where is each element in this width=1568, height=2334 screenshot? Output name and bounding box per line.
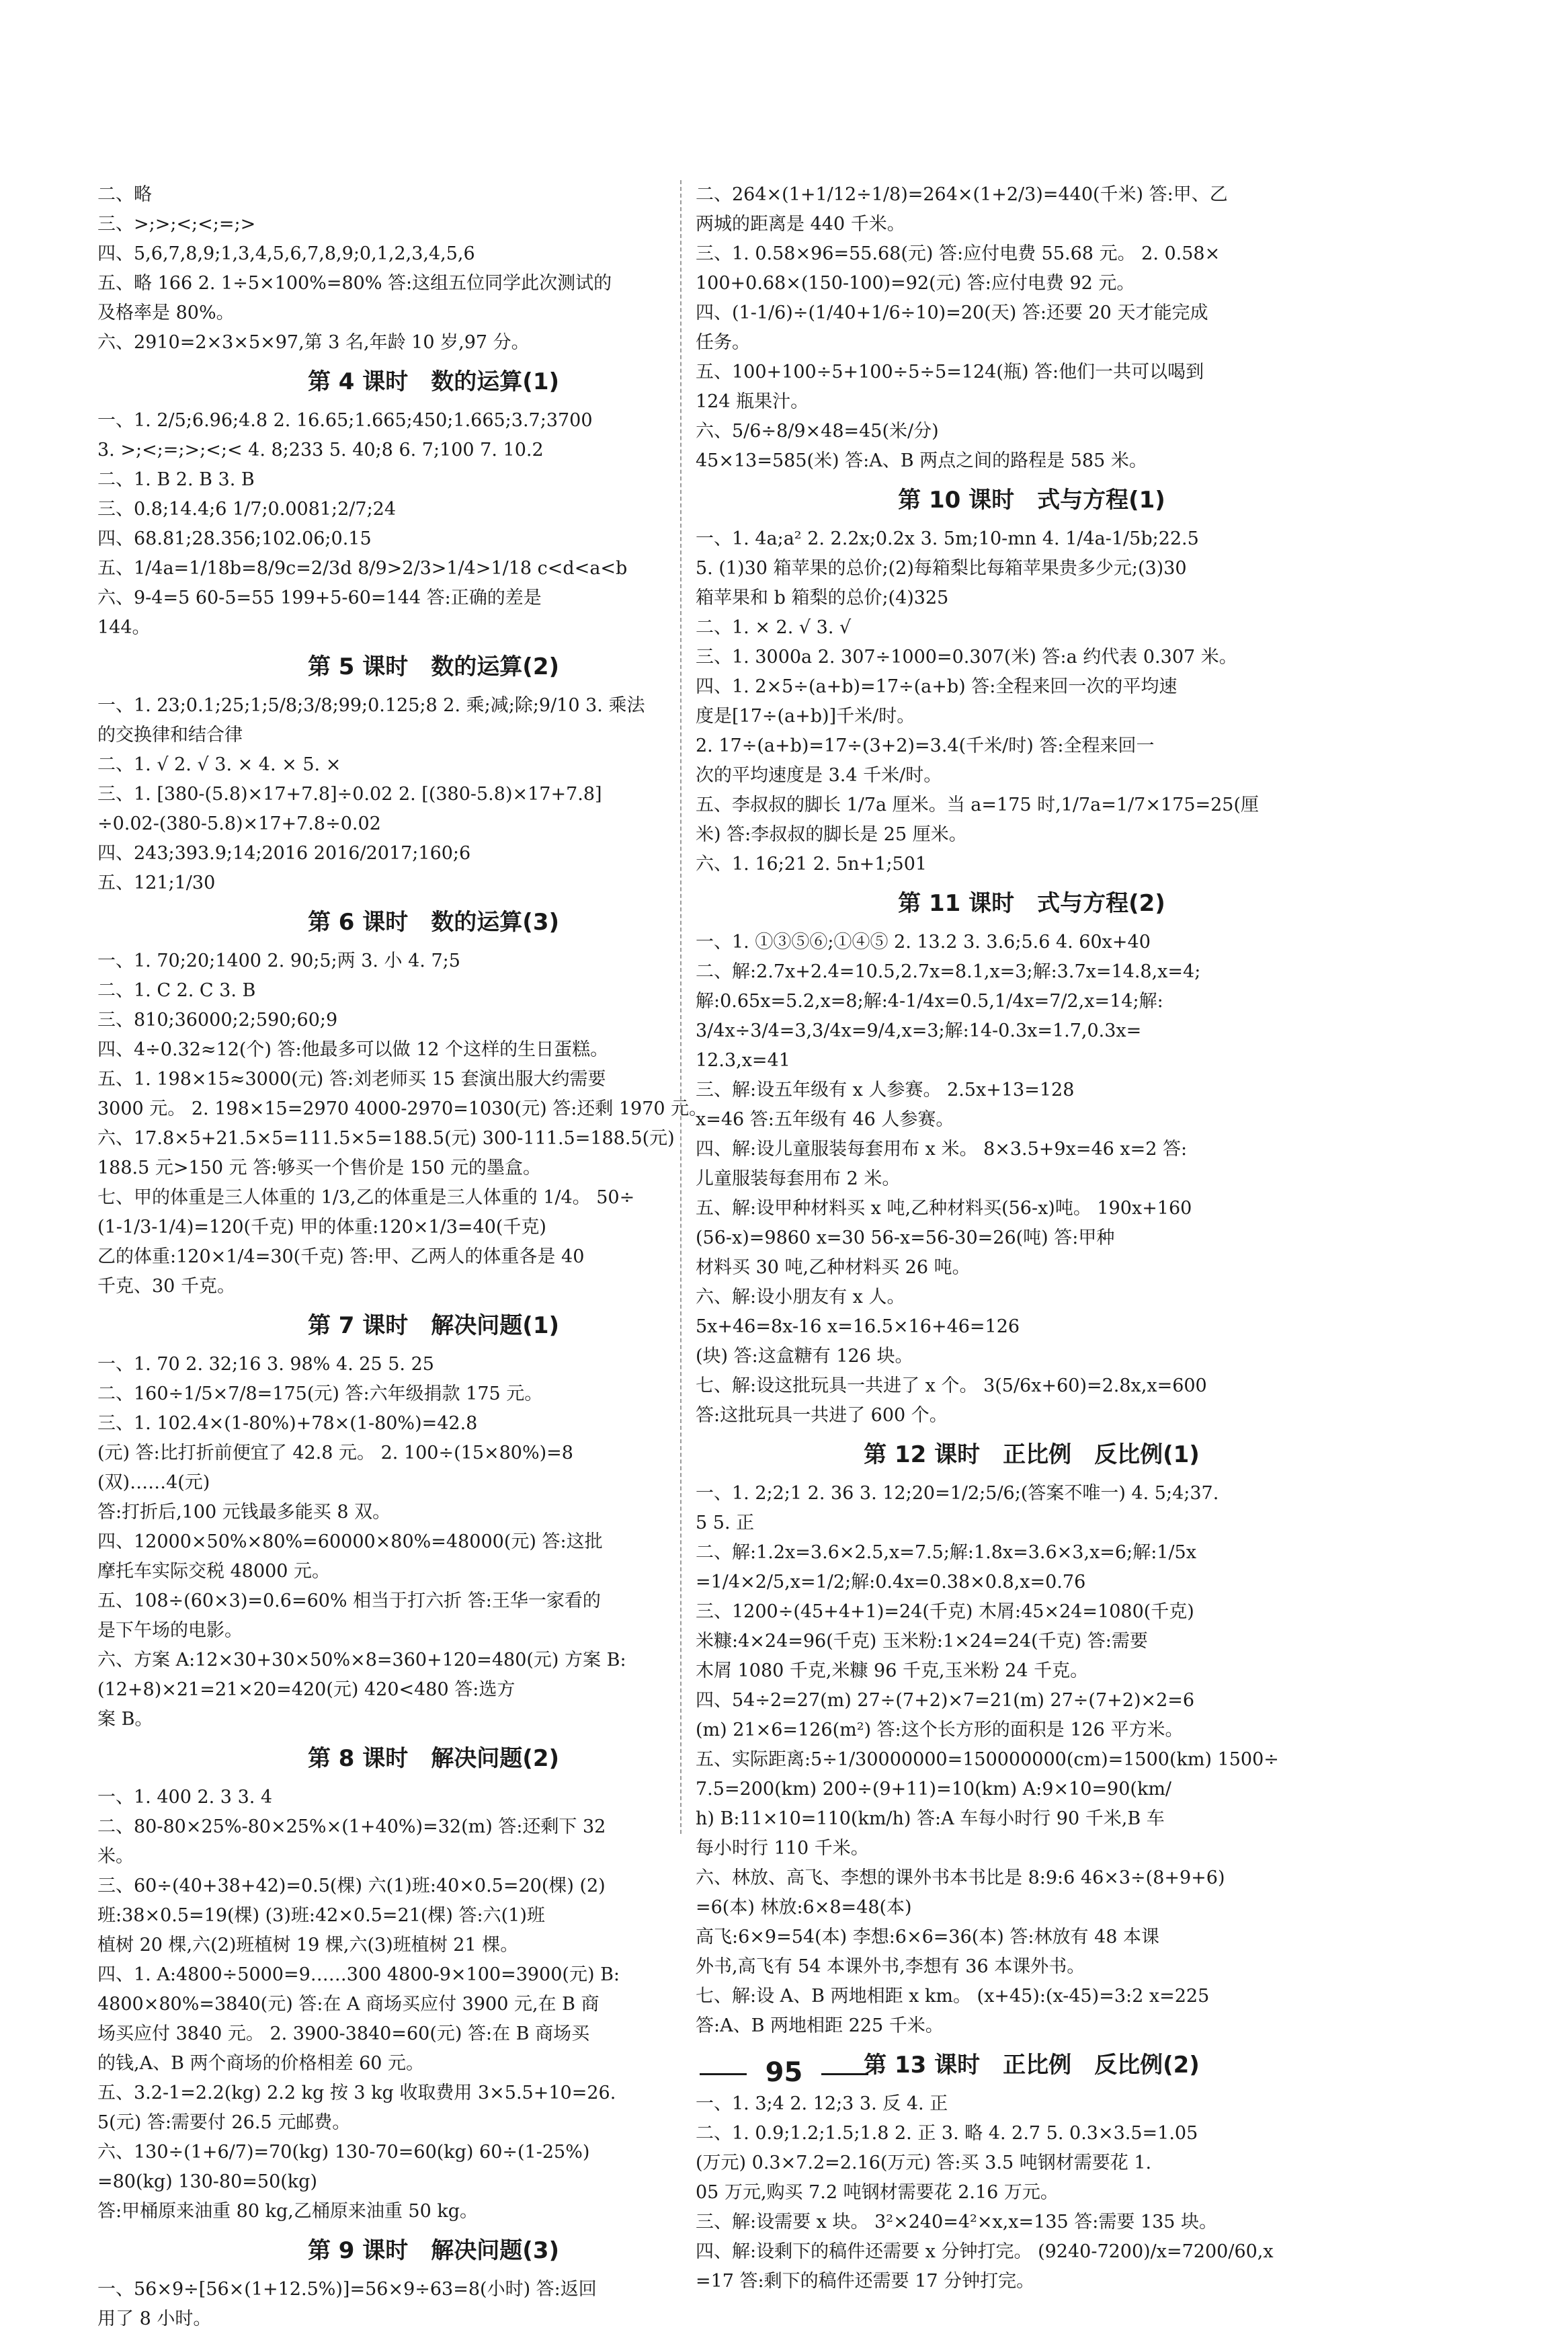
answer-line: 班:38×0.5=19(棵) (3)班:42×0.5=21(棵) 答:六(1)班 — [97, 1905, 545, 1926]
answer-line: 高飞:6×9=54(本) 李想:6×6=36(本) 答:林放有 48 本课 — [696, 1927, 1160, 1947]
section-heading: 第 11 课时 式与方程(2) — [898, 890, 1165, 917]
answer-line: 四、解:设儿童服装每套用布 x 米。 8×3.5+9x=46 x=2 答: — [696, 1139, 1188, 1160]
page-number-dash-right — [821, 2073, 868, 2075]
answer-line: 五、解:设甲种材料买 x 吨,乙种材料买(56-x)吨。 190x+160 — [696, 1198, 1192, 1219]
answer-line: 05 万元,购买 7.2 吨钢材需要花 2.16 万元。 — [696, 2182, 1059, 2203]
answer-line: 7.5=200(km) 200÷(9+11)=10(km) A:9×10=90(km/ — [696, 1779, 1172, 1800]
answer-line: 二、1. √ 2. √ 3. × 4. × 5. × — [97, 754, 341, 775]
answer-line: 的钱,A、B 两个商场的价格相差 60 元。 — [97, 2053, 425, 2074]
answer-line: 木屑 1080 千克,米糠 96 千克,玉米粉 24 千克。 — [696, 1660, 1089, 1681]
answer-line: 三、1200÷(45+4+1)=24(千克) 木屑:45×24=1080(千克) — [696, 1601, 1194, 1622]
answer-line: 一、1. 2;2;1 2. 36 3. 12;20=1/2;5/6;(答案不唯一) 4. 5;4;37. — [696, 1483, 1219, 1504]
answer-line: 解:0.65x=5.2,x=8;解:4-1/4x=0.5,1/4x=7/2,x=14;解: — [696, 991, 1163, 1012]
answer-line: 四、解:设剩下的稿件还需要 x 分钟打完。 (9240-7200)/x=7200/60,x — [696, 2241, 1274, 2262]
answer-line: 144。 — [97, 617, 151, 638]
answer-line: 一、1. 4a;a² 2. 2.2x;0.2x 3. 5m;10-mn 4. 1/4a-1/5b;22.5 — [696, 528, 1199, 549]
answer-line: (万元) 0.3×7.2=2.16(万元) 答:买 3.5 吨钢材需要花 1. — [696, 2152, 1152, 2173]
answer-line: 四、68.81;28.356;102.06;0.15 — [97, 528, 372, 549]
answer-line: 六、130÷(1+6/7)=70(kg) 130-70=60(kg) 60÷(1-25%) — [97, 2142, 590, 2163]
answer-line: 3000 元。 2. 198×15=2970 4000-2970=1030(元) 答:还剩 1970 元。 — [97, 1098, 708, 1119]
answer-line: 5. (1)30 箱苹果的总价;(2)每箱梨比每箱苹果贵多少元;(3)30 — [696, 558, 1187, 579]
answer-line: 答:打折后,100 元钱最多能买 8 双。 — [97, 1502, 391, 1523]
answer-line: 七、解:设 A、B 两地相距 x km。 (x+45):(x-45)=3:2 x=225 — [696, 1986, 1210, 2007]
answer-line: 米。 — [97, 1846, 134, 1867]
answer-line: 二、1. C 2. C 3. B — [97, 980, 256, 1001]
answer-line: 四、243;393.9;14;2016 2016/2017;160;6 — [97, 843, 471, 864]
answer-line: 三、>;>;<;<;=;> — [97, 214, 256, 235]
answer-line: (12+8)×21=21×20=420(元) 420<480 答:选方 — [97, 1679, 515, 1700]
page-number-dash-left — [700, 2073, 747, 2075]
answer-line: 儿童服装每套用布 2 米。 — [696, 1168, 901, 1189]
answer-line: 是下午场的电影。 — [97, 1620, 243, 1641]
answer-line: 六、9-4=5 60-5=55 199+5-60=144 答:正确的差是 — [97, 588, 542, 608]
answer-line: 5 5. 正 — [696, 1513, 755, 1533]
answer-line: 二、解:2.7x+2.4=10.5,2.7x=8.1,x=3;解:3.7x=14.8,x=4; — [696, 961, 1201, 982]
answer-line: 千克、30 千克。 — [97, 1276, 235, 1297]
answer-line: 二、80-80×25%-80×25%×(1+40%)=32(m) 答:还剩下 32 — [97, 1816, 606, 1837]
answer-line: 四、1. 2×5÷(a+b)=17÷(a+b) 答:全程来回一次的平均速 — [696, 676, 1178, 697]
answer-line: 一、1. 400 2. 3 3. 4 — [97, 1787, 273, 1808]
answer-line: 乙的体重:120×1/4=30(千克) 答:甲、乙两人的体重各是 40 — [97, 1246, 585, 1267]
section-heading: 第 13 课时 正比例 反比例(2) — [864, 2052, 1200, 2079]
answer-line: =6(本) 林放:6×8=48(本) — [696, 1897, 912, 1918]
answer-line: 四、4÷0.32≈12(个) 答:他最多可以做 12 个这样的生日蛋糕。 — [97, 1039, 609, 1060]
answer-line: 二、1. × 2. √ 3. √ — [696, 617, 852, 638]
section-heading: 第 10 课时 式与方程(1) — [898, 487, 1165, 514]
answer-line: 三、解:设需要 x 块。 3²×240=4²×x,x=135 答:需要 135 块。 — [696, 2212, 1218, 2232]
section-heading: 第 8 课时 解决问题(2) — [307, 1745, 560, 1772]
answer-line: 一、1. 2/5;6.96;4.8 2. 16.65;1.665;450;1.665;3.7;3700 — [97, 410, 593, 431]
answer-line: 五、108÷(60×3)=0.6=60% 相当于打六折 答:王华一家看的 — [97, 1591, 601, 1611]
answer-line: 每小时行 110 千米。 — [696, 1838, 869, 1859]
answer-line: =80(kg) 130-80=50(kg) — [97, 2171, 317, 2192]
answer-line: 外书,高飞有 54 本课外书,李想有 36 本课外书。 — [696, 1956, 1085, 1977]
answer-line: 答:A、B 两地相距 225 千米。 — [696, 2015, 944, 2036]
answer-line: 一、56×9÷[56×(1+12.5%)]=56×9÷63=8(小时) 答:返回 — [97, 2279, 597, 2300]
answer-line: 六、解:设小朋友有 x 人。 — [696, 1287, 905, 1307]
left-column — [97, 180, 770, 2334]
answer-line: 用了 8 小时。 — [97, 2308, 212, 2329]
answer-line: 二、264×(1+1/12÷1/8)=264×(1+2/3)=440(千米) 答:甲、乙 — [696, 184, 1228, 205]
answer-line: 5(元) 答:需要付 26.5 元邮费。 — [97, 2112, 351, 2133]
answer-line: 二、160÷1/5×7/8=175(元) 答:六年级捐款 175 元。 — [97, 1383, 543, 1404]
answer-line: 3/4x÷3/4=3,3/4x=9/4,x=3;解:14-0.3x=1.7,0.3x= — [696, 1020, 1142, 1041]
answer-line: (56-x)=9860 x=30 56-x=56-30=26(吨) 答:甲种 — [696, 1228, 1115, 1248]
answer-line: (双)……4(元) — [97, 1472, 210, 1493]
answer-line: 三、1. 3000a 2. 307÷1000=0.307(米) 答:a 约代表 0.307 米。 — [696, 647, 1237, 668]
answer-line: 任务。 — [696, 332, 750, 353]
answer-line: 五、3.2-1=2.2(kg) 2.2 kg 按 3 kg 收取费用 3×5.5+10=26. — [97, 2083, 616, 2103]
answer-line: 45×13=585(米) 答:A、B 两点之间的路程是 585 米。 — [696, 450, 1147, 471]
answer-line: 5x+46=8x-16 x=16.5×16+46=126 — [696, 1316, 1020, 1337]
answer-line: 六、17.8×5+21.5×5=111.5×5=188.5(元) 300-111.5=188.5(元) — [97, 1128, 675, 1149]
answer-line: 二、略 — [97, 184, 152, 205]
answer-line: =1/4×2/5,x=1/2;解:0.4x=0.38×0.8,x=0.76 — [696, 1572, 1086, 1593]
answer-line: 三、0.8;14.4;6 1/7;0.0081;2/7;24 — [97, 499, 397, 520]
section-heading: 第 5 课时 数的运算(2) — [307, 653, 560, 680]
answer-line: 及格率是 80%。 — [97, 303, 235, 323]
answer-line: 三、1. 0.58×96=55.68(元) 答:应付电费 55.68 元。 2. 0.58× — [696, 243, 1221, 264]
answer-line: 植树 20 棵,六(2)班植树 19 棵,六(3)班植树 21 棵。 — [97, 1935, 519, 1956]
answer-line: 四、12000×50%×80%=60000×80%=48000(元) 答:这批 — [97, 1531, 603, 1552]
answer-line: 六、林放、高飞、李想的课外书本书比是 8:9:6 46×3÷(8+9+6) — [696, 1867, 1225, 1888]
right-column — [696, 180, 1368, 2296]
answer-line: x=46 答:五年级有 46 人参赛。 — [696, 1109, 954, 1130]
answer-line: 六、1. 16;21 2. 5n+1;501 — [696, 854, 927, 875]
section-heading: 第 9 课时 解决问题(3) — [307, 2237, 560, 2264]
section-heading: 第 4 课时 数的运算(1) — [307, 368, 560, 395]
answer-line: 两城的距离是 440 千米。 — [696, 214, 905, 235]
answer-line: 四、(1-1/6)÷(1/40+1/6÷10)=20(天) 答:还要 20 天才能完成 — [696, 303, 1208, 323]
answer-line: 案 B。 — [97, 1709, 153, 1730]
answer-line: 七、甲的体重是三人体重的 1/3,乙的体重是三人体重的 1/4。 50÷ — [97, 1187, 635, 1208]
answer-line: =17 答:剩下的稿件还需要 17 分钟打完。 — [696, 2271, 1035, 2292]
answer-line: (m) 21×6=126(m²) 答:这个长方形的面积是 126 平方米。 — [696, 1720, 1184, 1740]
answer-line: 三、810;36000;2;590;60;9 — [97, 1010, 338, 1031]
column-divider — [680, 180, 682, 1834]
answer-line: 124 瓶果汁。 — [696, 391, 809, 412]
answer-line: 三、1. 102.4×(1-80%)+78×(1-80%)=42.8 — [97, 1413, 478, 1434]
answer-line: 一、1. ①③⑤⑥;①④⑤ 2. 13.2 3. 3.6;5.6 4. 60x+40 — [696, 932, 1151, 953]
answer-line: 七、解:设这批玩具一共进了 x 个。 3(5/6x+60)=2.8x,x=600 — [696, 1375, 1207, 1396]
answer-line: (块) 答:这盒糖有 126 块。 — [696, 1346, 913, 1367]
answer-line: ÷0.02-(380-5.8)×17+7.8÷0.02 — [97, 813, 381, 834]
answer-line: 二、1. B 2. B 3. B — [97, 469, 255, 490]
answer-line: 三、60÷(40+38+42)=0.5(棵) 六(1)班:40×0.5=20(棵) (2) — [97, 1876, 606, 1896]
answer-line: 4800×80%=3840(元) 答:在 A 商场买应付 3900 元,在 B 商 — [97, 1994, 600, 2015]
answer-line: (1-1/3-1/4)=120(千克) 甲的体重:120×1/3=40(千克) — [97, 1217, 546, 1238]
answer-line: 的交换律和结合律 — [97, 725, 243, 746]
answer-line: 四、5,6,7,8,9;1,3,4,5,6,7,8,9;0,1,2,3,4,5,6 — [97, 243, 475, 264]
answer-line: 六、5/6÷8/9×48=45(米/分) — [696, 421, 939, 442]
answer-line: 场买应付 3840 元。 2. 3900-3840=60(元) 答:在 B 商场买 — [97, 2023, 590, 2044]
answer-line: 一、1. 70 2. 32;16 3. 98% 4. 25 5. 25 — [97, 1354, 434, 1375]
answer-line: h) B:11×10=110(km/h) 答:A 车每小时行 90 千米,B 车 — [696, 1808, 1165, 1829]
answer-line: 摩托车实际交税 48000 元。 — [97, 1561, 331, 1582]
answer-line: 次的平均速度是 3.4 千米/时。 — [696, 765, 942, 786]
answer-line: 2. 17÷(a+b)=17÷(3+2)=3.4(千米/时) 答:全程来回一 — [696, 735, 1155, 756]
answer-line: 材料买 30 吨,乙种材料买 26 吨。 — [696, 1257, 971, 1278]
answer-line: 12.3,x=41 — [696, 1050, 790, 1071]
answer-line: 答:这批玩具一共进了 600 个。 — [696, 1405, 948, 1426]
answer-line: 答:甲桶原来油重 80 kg,乙桶原来油重 50 kg。 — [97, 2201, 479, 2222]
answer-line: 五、李叔叔的脚长 1/7a 厘米。当 a=175 时,1/7a=1/7×175=25(厘 — [696, 795, 1260, 815]
page-number-text: 95 — [765, 2057, 803, 2088]
answer-line: 一、1. 23;0.1;25;1;5/8;3/8;99;0.125;8 2. 乘;减;除;9/10 3. 乘法 — [97, 695, 645, 716]
answer-line: 五、略 166 2. 1÷5×100%=80% 答:这组五位同学此次测试的 — [97, 273, 612, 294]
answer-line: 100+0.68×(150-100)=92(元) 答:应付电费 92 元。 — [696, 273, 1135, 294]
answer-line: 度是[17÷(a+b)]千米/时。 — [696, 706, 915, 727]
section-heading: 第 7 课时 解决问题(1) — [307, 1312, 560, 1339]
answer-line: 四、1. A:4800÷5000=9……300 4800-9×100=3900(元) B: — [97, 1964, 620, 1985]
answer-line: 188.5 元>150 元 答:够买一个售价是 150 元的墨盒。 — [97, 1158, 541, 1178]
answer-line: 二、解:1.2x=3.6×2.5,x=7.5;解:1.8x=3.6×3,x=6;解:1/5x — [696, 1542, 1196, 1563]
answer-line: 五、121;1/30 — [97, 873, 216, 893]
answer-line: 米糠:4×24=96(千克) 玉米粉:1×24=24(千克) 答:需要 — [696, 1631, 1148, 1652]
page-number — [0, 2057, 1568, 2088]
answer-line: 六、2910=2×3×5×97,第 3 名,年龄 10 岁,97 分。 — [97, 332, 530, 353]
answer-line: 三、1. [380-(5.8)×17+7.8]÷0.02 2. [(380-5.8)×17+7.8] — [97, 784, 602, 805]
answer-line: 五、1. 198×15≈3000(元) 答:刘老师买 15 套演出服大约需要 — [97, 1069, 606, 1090]
answer-line: 五、实际距离:5÷1/30000000=150000000(cm)=1500(km) 1500÷ — [696, 1749, 1279, 1770]
answer-line: 米) 答:李叔叔的脚长是 25 厘米。 — [696, 824, 967, 845]
answer-line: 一、1. 3;4 2. 12;3 3. 反 4. 正 — [696, 2093, 948, 2114]
section-heading: 第 12 课时 正比例 反比例(1) — [864, 1441, 1200, 1468]
answer-line: 一、1. 70;20;1400 2. 90;5;两 3. 小 4. 7;5 — [97, 951, 460, 971]
answer-line: 五、1/4a=1/18b=8/9c=2/3d 8/9>2/3>1/4>1/18 c<d<a<b — [97, 558, 628, 579]
section-heading: 第 6 课时 数的运算(3) — [307, 909, 560, 936]
answer-line: 五、100+100÷5+100÷5÷5=124(瓶) 答:他们一共可以喝到 — [696, 362, 1204, 383]
answer-line: 六、方案 A:12×30+30×50%×8=360+120=480(元) 方案 B: — [97, 1650, 626, 1671]
answer-line: 二、1. 0.9;1.2;1.5;1.8 2. 正 3. 略 4. 2.7 5. 0.3×3.5=1.05 — [696, 2123, 1198, 2144]
answer-line: 三、解:设五年级有 x 人参赛。 2.5x+13=128 — [696, 1080, 1075, 1100]
answer-line: 3. >;<;=;>;<;< 4. 8;233 5. 40;8 6. 7;100 7. 10.2 — [97, 440, 544, 460]
answer-line: 四、54÷2=27(m) 27÷(7+2)×7=21(m) 27÷(7+2)×2=6 — [696, 1690, 1195, 1711]
answer-line: 箱苹果和 b 箱梨的总价;(4)325 — [696, 588, 949, 608]
answer-line: (元) 答:比打折前便宜了 42.8 元。 2. 100÷(15×80%)=8 — [97, 1443, 573, 1463]
